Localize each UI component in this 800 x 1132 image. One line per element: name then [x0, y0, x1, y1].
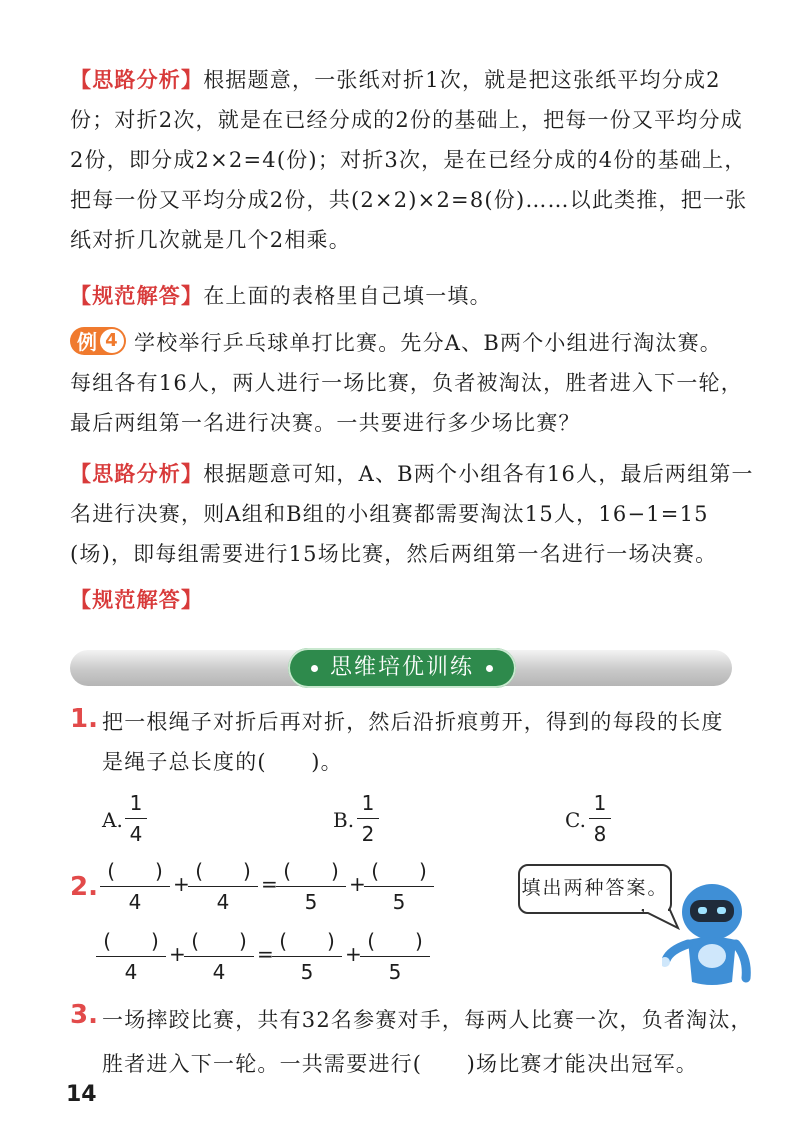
- plus-sign: +: [349, 872, 366, 896]
- plus-sign: +: [345, 942, 362, 966]
- page-number: 14: [66, 1082, 97, 1107]
- question-1-number: 1.: [70, 704, 98, 734]
- analysis-paragraph-1: 【思路分析】根据题意，一张纸对折1次，就是把这张纸平均分成2 份；对折2次，就是在已经分成的2份的基础上，把每一份又平均分成 2份，即分成2×2=4(份)；对折3次，是在已经分成的4份的基础上， 把每一份又平均分成2份，共(2×2)×2=8(份)……以此类推，把一张 纸对折几次就是几个2相乘。: [70, 68, 748, 252]
- section-banner-title: 思维培优训练: [288, 648, 516, 688]
- dot-icon: [486, 665, 493, 672]
- question-3-number: 3.: [70, 1000, 98, 1030]
- blank-fraction[interactable]: ( ) 4: [188, 858, 258, 915]
- blank-fraction[interactable]: ( ) 5: [272, 928, 342, 985]
- equals-sign: =: [257, 942, 274, 966]
- example-4: 例 4 学校举行乒乓球单打比赛。先分A、B两个小组进行淘汰赛。 每组各有16人，两人进行一场比赛，负者被淘汰，胜者进入下一轮， 最后两组第一名进行决赛。一共要进行多少场比赛？: [70, 323, 750, 443]
- answer-paragraph-1: 【规范解答】在上面的表格里自己填一填。: [70, 284, 492, 308]
- question-3-text: 一场摔跤比赛，共有32名参赛对手，每两人比赛一次，负者淘汰， 胜者进入下一轮。一共需要进行( )场比赛才能决出冠军。: [102, 1008, 753, 1076]
- blank-fraction[interactable]: ( ) 4: [100, 858, 170, 915]
- option-b-fraction: 1 2: [357, 790, 379, 847]
- example-badge: 例 4: [70, 327, 126, 355]
- blank-fraction[interactable]: ( ) 5: [364, 858, 434, 915]
- blank-fraction[interactable]: ( ) 4: [184, 928, 254, 985]
- equals-sign: =: [261, 872, 278, 896]
- option-a-label: A.: [102, 808, 123, 832]
- hint-speech-bubble: 填出两种答案。: [518, 864, 672, 914]
- blank-fraction[interactable]: ( ) 5: [360, 928, 430, 985]
- question-1-text: 把一根绳子对折后再对折，然后沿折痕剪开，得到的每段的长度 是绳子总长度的( )。: [102, 710, 724, 774]
- option-b-label: B.: [333, 808, 355, 832]
- plus-sign: +: [169, 942, 186, 966]
- robot-mascot-icon: [662, 878, 752, 988]
- analysis-paragraph-2: 【思路分析】根据题意可知，A、B两个小组各有16人，最后两组第一 名进行决赛，则A组和B组的小组赛都需要淘汰15人，16−1=15 (场)，即每组需要进行15场比赛，然后两组第一名进行一场决赛。: [70, 462, 754, 566]
- option-c-label: C.: [565, 808, 586, 832]
- blank-fraction[interactable]: ( ) 4: [96, 928, 166, 985]
- answer-paragraph-2: 【规范解答】: [70, 588, 204, 612]
- analysis-tag: 【思路分析】: [70, 68, 204, 92]
- option-c-fraction: 1 8: [589, 790, 611, 847]
- dot-icon: [311, 665, 318, 672]
- question-2-number: 2.: [70, 872, 98, 902]
- answer-tag: 【规范解答】: [70, 284, 204, 308]
- blank-fraction[interactable]: ( ) 5: [276, 858, 346, 915]
- plus-sign: +: [173, 872, 190, 896]
- option-a-fraction: 1 4: [125, 790, 147, 847]
